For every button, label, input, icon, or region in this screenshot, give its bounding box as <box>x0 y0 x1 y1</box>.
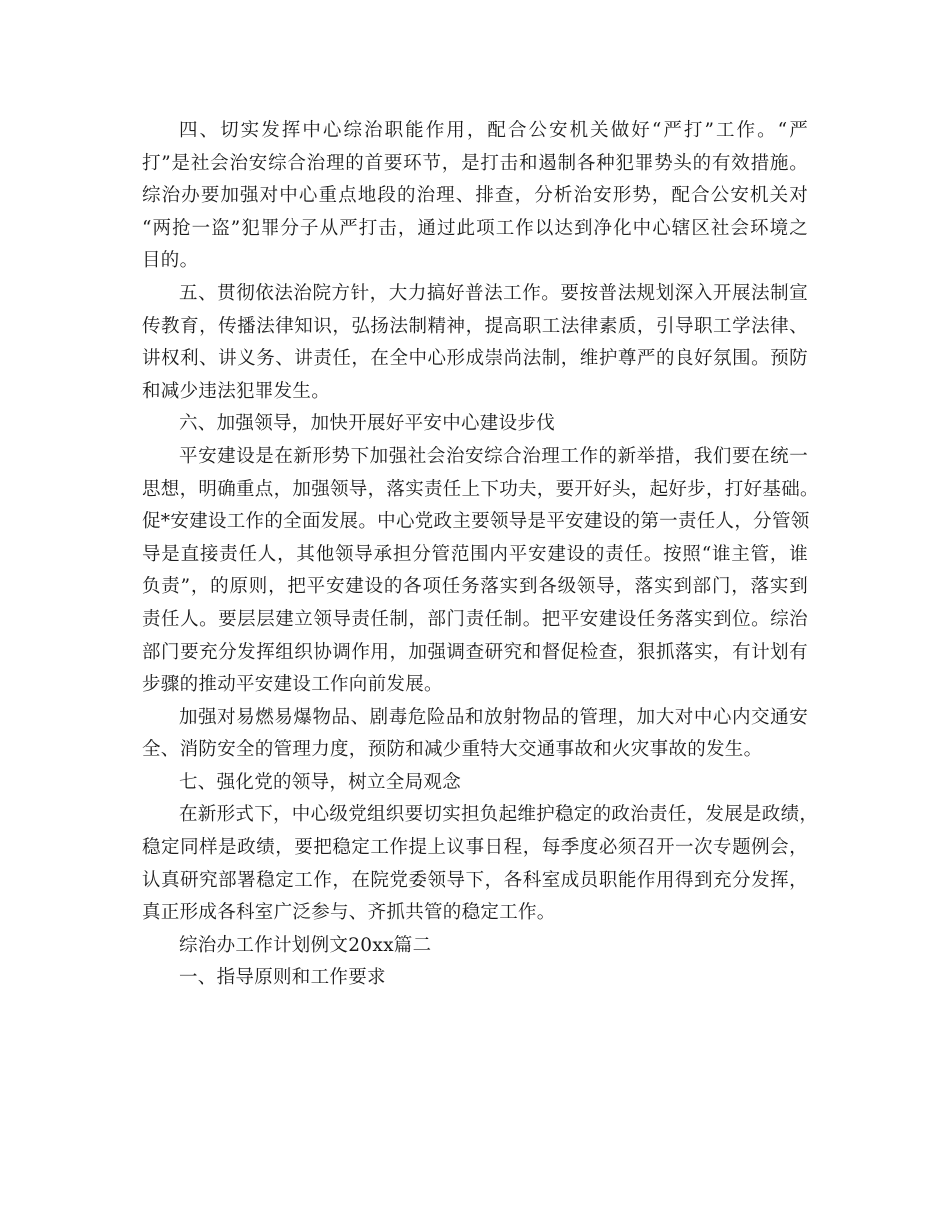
paragraph-line: 真正形成各科室广泛参与、齐抓共管的稳定工作。 <box>142 902 556 924</box>
paragraph-line: 七、强化党的领导，树立全局观念 <box>179 771 462 793</box>
paragraph-line: 一、指导原则和工作要求 <box>179 967 386 989</box>
paragraph-line: 四、切实发挥中心综治职能作用，配合公安机关做好“严打”工作。“严 <box>179 120 808 141</box>
paragraph-line: 传教育，传播法律知识，弘扬法制精神，提高职工法律素质，引导职工学法律、 <box>142 315 808 337</box>
paragraph-line: 思想，明确重点，加强领导，落实责任上下功夫，要开好头，起好步，打好基础。 <box>142 478 819 500</box>
paragraph <box>142 408 808 441</box>
paragraph-line: 平安建设是在新形势下加强社会治安综合治理工作的新举措，我们要在统一 <box>179 445 808 467</box>
paragraph-line: 打”是社会治安综合治理的首要环节，是打击和遏制各种犯罪势头的有效措施。 <box>142 152 808 174</box>
paragraph-line: 综治办要加强对中心重点地段的治理、排查，分析治安形势，配合公安机关对 <box>142 185 808 207</box>
paragraph <box>142 115 808 278</box>
paragraph <box>142 702 808 767</box>
paragraph-line: 和减少违法犯罪发生。 <box>142 380 331 402</box>
paragraph-line: 目的。 <box>142 250 199 272</box>
paragraph <box>142 930 808 963</box>
paragraph-line: 全、消防安全的管理力度，预防和减少重特大交通事故和火灾事故的发生。 <box>142 739 763 761</box>
paragraph <box>142 441 819 702</box>
paragraph-line: 步骤的推动平安建设工作向前发展。 <box>142 674 443 696</box>
paragraph-line: “两抢一盗”犯罪分子从严打击，通过此项工作以达到净化中心辖区社会环境之 <box>142 217 808 239</box>
paragraph-line: 认真研究部署稳定工作，在院党委领导下，各科室成员职能作用得到充分发挥， <box>142 869 808 891</box>
paragraph-line: 促*安建设工作的全面发展。中心党政主要领导是平安建设的第一责任人，分管领 <box>142 511 810 533</box>
paragraph-line: 稳定同样是政绩，要把稳定工作提上议事日程，每季度必须召开一次专题例会， <box>142 837 808 859</box>
paragraph-line: 讲权利、讲义务、讲责任，在全中心形成崇尚法制，维护尊严的良好氛围。预防 <box>142 348 808 370</box>
paragraph-line: 导是直接责任人，其他领导承担分管范围内平安建设的责任。按照“谁主管，谁 <box>142 543 808 565</box>
document-body <box>142 115 819 995</box>
paragraph <box>142 962 808 995</box>
paragraph <box>142 767 808 800</box>
paragraph-line: 综治办工作计划例文20xx篇二 <box>179 934 432 956</box>
paragraph <box>142 799 819 929</box>
paragraph-line: 在新形式下，中心级党组织要切实担负起维护稳定的政治责任，发展是政绩， <box>179 804 819 826</box>
paragraph-line: 责任人。要层层建立领导责任制，部门责任制。把平安建设任务落实到位。综治 <box>142 608 808 630</box>
paragraph-line: 加强对易燃易爆物品、剧毒危险品和放射物品的管理，加大对中心内交通安 <box>179 706 808 728</box>
paragraph <box>142 278 808 408</box>
paragraph-line: 五、贯彻依法治院方针，大力搞好普法工作。要按普法规划深入开展法制宣 <box>179 282 808 304</box>
paragraph-line: 部门要充分发挥组织协调作用，加强调查研究和督促检查，狠抓落实，有计划有 <box>142 641 808 663</box>
paragraph-line: 六、加强领导，加快开展好平安中心建设步伐 <box>179 413 556 435</box>
paragraph-line: 负责”，的原则，把平安建设的各项任务落实到各级领导，落实到部门，落实到 <box>142 576 808 598</box>
